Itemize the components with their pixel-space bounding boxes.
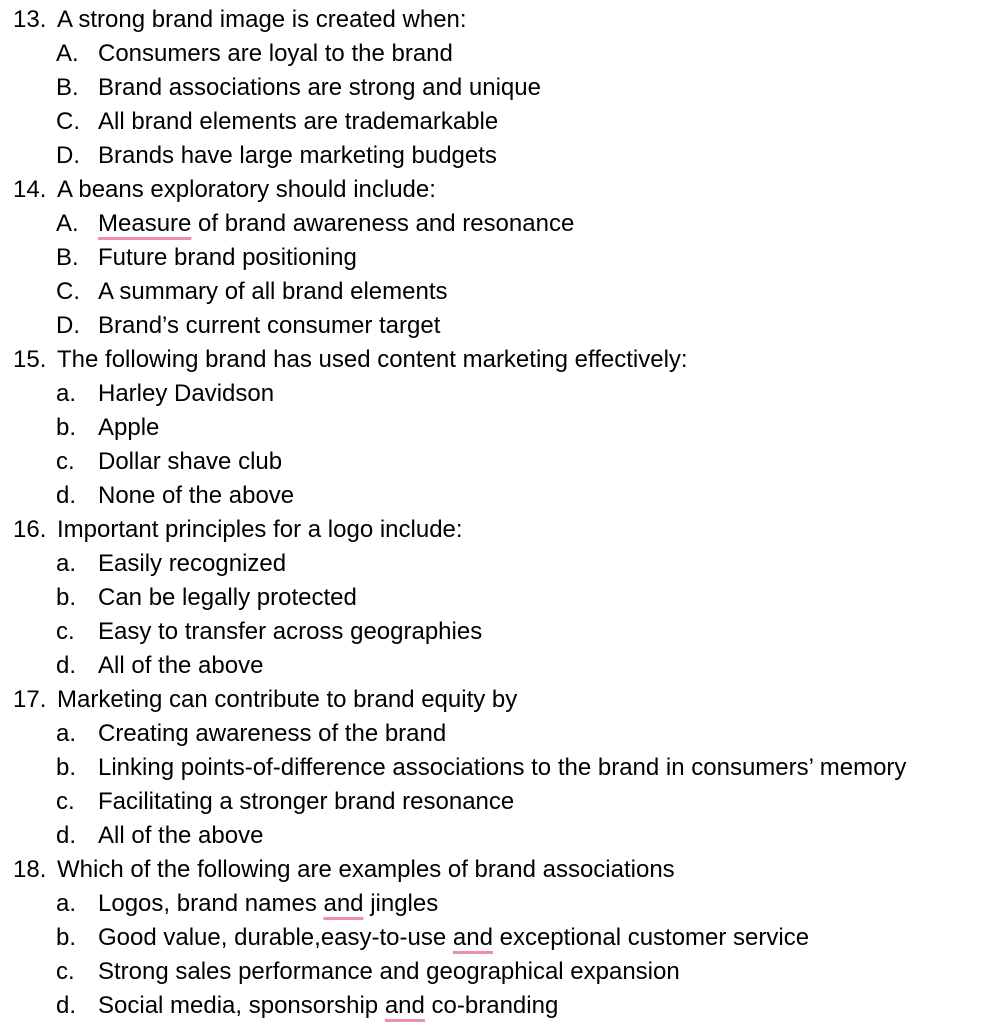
question-13	[0, 3, 993, 173]
option-letter: d.	[56, 822, 77, 849]
question-text: The following brand has used content marketing effectively:	[57, 346, 688, 373]
option-13-a	[0, 37, 993, 71]
option-14-a	[0, 207, 993, 241]
option-14-d	[0, 309, 993, 343]
option-13-d	[0, 139, 993, 173]
option-text: Dollar shave club	[98, 448, 283, 475]
option-letter: B.	[56, 244, 79, 271]
option-letter: C.	[56, 278, 80, 305]
option-letter: d.	[56, 652, 77, 679]
option-text-post: of brand awareness and resonance	[191, 210, 575, 237]
option-15-b	[0, 411, 993, 445]
option-letter: b.	[56, 584, 77, 611]
option-letter: A.	[56, 40, 79, 67]
option-letter: D.	[56, 312, 80, 339]
question-number: 17.	[13, 686, 47, 713]
option-18-d	[0, 989, 993, 1023]
option-letter: A.	[56, 210, 79, 237]
question-stem	[0, 343, 993, 377]
question-number: 18.	[13, 856, 47, 883]
option-15-d	[0, 479, 993, 513]
question-text: A strong brand image is created when:	[57, 6, 467, 33]
option-text: Consumers are loyal to the brand	[98, 40, 453, 67]
option-letter: d.	[56, 992, 77, 1019]
option-text-pre: Social media, sponsorship	[98, 992, 385, 1019]
option-text: A summary of all brand elements	[98, 278, 448, 305]
option-text	[98, 887, 438, 921]
option-text: All of the above	[98, 822, 264, 849]
question-stem	[0, 3, 993, 37]
option-letter: c.	[56, 448, 75, 475]
option-letter: c.	[56, 618, 75, 645]
option-text: Creating awareness of the brand	[98, 720, 447, 747]
spellcheck-flagged-word[interactable]: and	[323, 890, 364, 917]
option-17-a	[0, 717, 993, 751]
question-text: Marketing can contribute to brand equity by	[57, 686, 518, 713]
option-letter: d.	[56, 482, 77, 509]
option-text: Brands have large marketing budgets	[98, 142, 497, 169]
option-letter: c.	[56, 958, 75, 985]
question-stem	[0, 853, 993, 887]
option-17-d	[0, 819, 993, 853]
option-text: Apple	[98, 414, 160, 441]
question-number: 13.	[13, 6, 47, 33]
spellcheck-flagged-word[interactable]: and	[384, 992, 425, 1019]
option-text: Brand’s current consumer target	[98, 312, 441, 339]
option-letter: a.	[56, 380, 77, 407]
question-17	[0, 683, 993, 853]
option-text: None of the above	[98, 482, 295, 509]
question-number: 14.	[13, 176, 47, 203]
question-stem	[0, 513, 993, 547]
question-stem	[0, 683, 993, 717]
option-text: Future brand positioning	[98, 244, 357, 271]
spellcheck-flagged-word[interactable]: Measure	[98, 210, 192, 237]
option-18-b	[0, 921, 993, 955]
option-letter: C.	[56, 108, 80, 135]
option-15-c	[0, 445, 993, 479]
option-text-post: exceptional customer service	[492, 924, 810, 951]
option-letter: a.	[56, 720, 77, 747]
option-16-b	[0, 581, 993, 615]
option-text	[98, 989, 558, 1023]
option-16-a	[0, 547, 993, 581]
question-number: 16.	[13, 516, 47, 543]
option-13-b	[0, 71, 993, 105]
option-14-b	[0, 241, 993, 275]
question-16	[0, 513, 993, 683]
option-text: Brand associations are strong and unique	[98, 74, 541, 101]
spellcheck-flagged-word[interactable]: and	[452, 924, 493, 951]
option-text: All of the above	[98, 652, 264, 679]
option-text: Easily recognized	[98, 550, 287, 577]
option-text: Harley Davidson	[98, 380, 275, 407]
option-text	[98, 207, 574, 241]
option-14-c	[0, 275, 993, 309]
option-letter: b.	[56, 414, 77, 441]
option-letter: B.	[56, 74, 79, 101]
question-14	[0, 173, 993, 343]
option-letter: c.	[56, 788, 75, 815]
option-17-c	[0, 785, 993, 819]
option-text: Linking points-of-difference associations to the brand in consumers’ memory	[98, 754, 907, 781]
option-text: Easy to transfer across geographies	[98, 618, 483, 645]
option-18-c	[0, 955, 993, 989]
option-letter: a.	[56, 890, 77, 917]
question-number: 15.	[13, 346, 47, 373]
option-letter: a.	[56, 550, 77, 577]
option-text: Facilitating a stronger brand resonance	[98, 788, 515, 815]
option-text-pre: Logos, brand names	[98, 890, 324, 917]
question-text: Important principles for a logo include:	[57, 516, 463, 543]
question-text: A beans exploratory should include:	[57, 176, 436, 203]
option-17-b	[0, 751, 993, 785]
option-15-a	[0, 377, 993, 411]
option-text-post: co-branding	[424, 992, 559, 1019]
question-15	[0, 343, 993, 513]
option-16-d	[0, 649, 993, 683]
option-16-c	[0, 615, 993, 649]
question-18	[0, 853, 993, 1023]
option-letter: D.	[56, 142, 80, 169]
option-text	[98, 921, 809, 955]
option-letter: b.	[56, 924, 77, 951]
option-text: Strong sales performance and geographical expansion	[98, 958, 680, 985]
option-text: All brand elements are trademarkable	[98, 108, 499, 135]
question-stem	[0, 173, 993, 207]
option-13-c	[0, 105, 993, 139]
option-text-pre: Good value, durable,easy-to-use	[98, 924, 453, 951]
option-text: Can be legally protected	[98, 584, 357, 611]
option-text-post: jingles	[363, 890, 439, 917]
option-letter: b.	[56, 754, 77, 781]
option-18-a	[0, 887, 993, 921]
question-text: Which of the following are examples of brand associations	[57, 856, 675, 883]
